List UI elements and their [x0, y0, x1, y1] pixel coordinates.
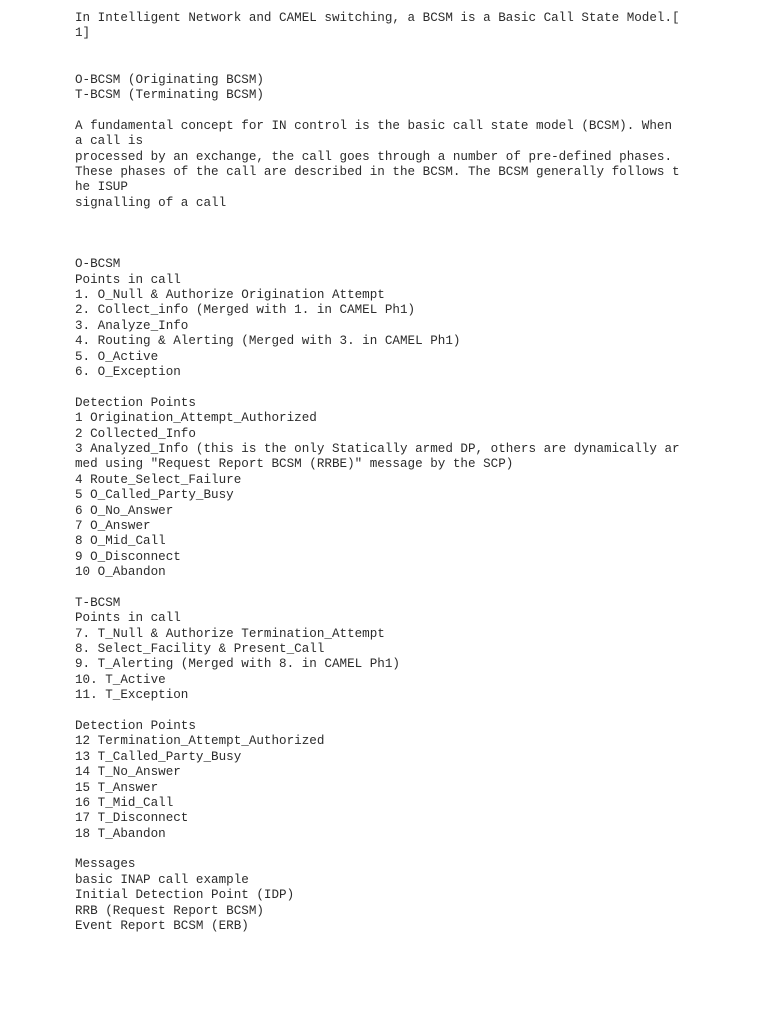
list-item: 17 T_Disconnect: [75, 811, 189, 826]
blank-line: [75, 242, 748, 257]
blank-line: [75, 842, 748, 857]
text-line: These phases of the call are described in the BCSM. The BCSM generally follows t: [75, 164, 680, 179]
list-item: med using "Request Report BCSM (RRBE)" message by the SCP): [75, 457, 514, 472]
section-heading: O-BCSM: [75, 257, 121, 272]
subheading: Detection Points: [75, 718, 196, 733]
list-item: Initial Detection Point (IDP): [75, 888, 295, 903]
list-item: 2 Collected_Info: [75, 426, 196, 441]
list-item: 4. Routing & Alerting (Merged with 3. in CAMEL Ph1): [75, 334, 461, 349]
blank-line: [75, 380, 748, 395]
list-item: 7 O_Answer: [75, 518, 151, 533]
list-item: 9 O_Disconnect: [75, 549, 181, 564]
subheading: Points in call: [75, 272, 181, 287]
list-item: 9. T_Alerting (Merged with 8. in CAMEL Ph1): [75, 657, 400, 672]
list-item: 15 T_Answer: [75, 780, 159, 795]
list-item: 8 O_Mid_Call: [75, 534, 166, 549]
list-item: 4 Route_Select_Failure: [75, 472, 242, 487]
list-item: 12 Termination_Attempt_Authorized: [75, 734, 325, 749]
text-line: signalling of a call: [75, 195, 227, 210]
list-item: 3. Analyze_Info: [75, 318, 189, 333]
blank-line: [75, 103, 748, 118]
blank-line: [75, 42, 748, 57]
text-line: O-BCSM (Originating BCSM): [75, 72, 264, 87]
list-item: 8. Select_Facility & Present_Call: [75, 642, 325, 657]
list-item: 18 T_Abandon: [75, 826, 166, 841]
text-line: A fundamental concept for IN control is the basic call state model (BCSM). When: [75, 118, 673, 133]
section-heading: Messages: [75, 857, 136, 872]
list-item: 5 O_Called_Party_Busy: [75, 488, 234, 503]
list-item: 10 O_Abandon: [75, 565, 166, 580]
list-item: basic INAP call example: [75, 872, 249, 887]
subheading: Detection Points: [75, 395, 196, 410]
blank-line: [75, 704, 748, 719]
list-item: 2. Collect_info (Merged with 1. in CAMEL Ph1): [75, 303, 416, 318]
list-item: 1 Origination_Attempt_Authorized: [75, 411, 317, 426]
text-line: In Intelligent Network and CAMEL switching, a BCSM is a Basic Call State Model.[: [75, 11, 680, 25]
list-item: 5. O_Active: [75, 349, 159, 364]
subheading: Points in call: [75, 611, 181, 626]
text-line: he ISUP: [75, 180, 128, 195]
text-line: T-BCSM (Terminating BCSM): [75, 87, 264, 102]
blank-line: [75, 580, 748, 595]
list-item: Event Report BCSM (ERB): [75, 919, 249, 934]
text-line: processed by an exchange, the call goes through a number of pre-defined phases.: [75, 149, 673, 164]
list-item: 6 O_No_Answer: [75, 503, 174, 518]
list-item: 1. O_Null & Authorize Origination Attempt: [75, 288, 385, 303]
section-heading: T-BCSM: [75, 595, 121, 610]
list-item: 16 T_Mid_Call: [75, 795, 174, 810]
text-line: a call is: [75, 134, 144, 149]
blank-line: [75, 226, 748, 241]
list-item: 3 Analyzed_Info (this is the only Statically armed DP, others are dynamically ar: [75, 441, 680, 456]
blank-line: [75, 211, 748, 226]
list-item: 11. T_Exception: [75, 688, 189, 703]
list-item: 13 T_Called_Party_Busy: [75, 749, 242, 764]
list-item: RRB (Request Report BCSM): [75, 903, 264, 918]
list-item: 14 T_No_Answer: [75, 765, 181, 780]
blank-line: [75, 57, 748, 72]
text-line: 1]: [75, 26, 91, 41]
list-item: 7. T_Null & Authorize Termination_Attempt: [75, 626, 385, 641]
list-item: 6. O_Exception: [75, 364, 181, 379]
list-item: 10. T_Active: [75, 672, 166, 687]
